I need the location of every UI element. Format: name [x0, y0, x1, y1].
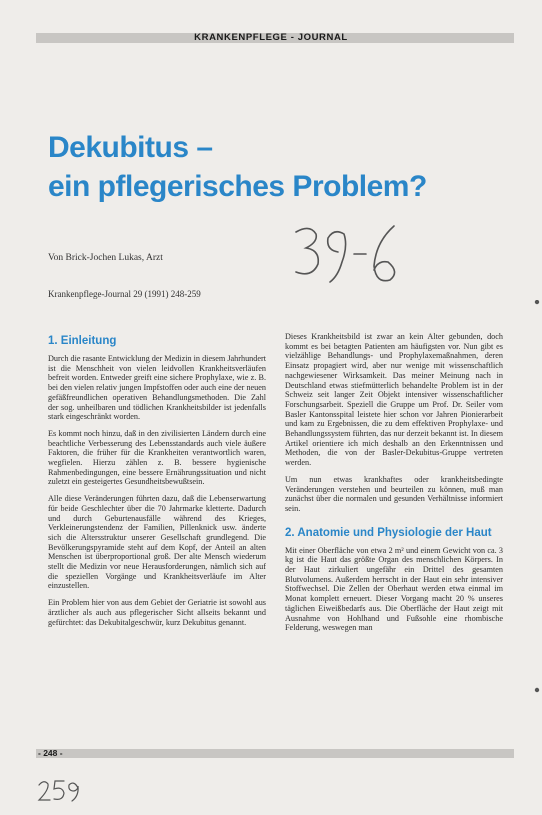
section-heading-anatomie: 2. Anatomie und Physiologie der Haut	[285, 526, 492, 539]
title-line-1: Dekubitus –	[48, 131, 213, 164]
paragraph: Um nun etwas krankhaftes oder krankheitsbedingte Veränderungen verstehen und beurteilen zu können, muß man zunächst über die normalen und gesunden Verhältnisse informiert sein.	[285, 474, 503, 513]
handwritten-annotation	[290, 222, 410, 292]
journal-header: KRANKENPFLEGE - JOURNAL	[194, 32, 348, 43]
right-column	[285, 332, 503, 640]
paragraph: Durch die rasante Entwicklung der Medizin in diesem Jahrhundert ist die Menschheit von vielen leidvollen Krankheitsverläufen befreit worden. Entweder greift eine sichere Prophylaxe, wie z. B. bei den vielen relativ jungen Impfstoffen oder auch eine der neuen gefäßfreundlichen operativen Behandlungsmethoden. Die Zahl der sog. unheilbaren und tödlichen Krankheitsbilder ist jedenfalls stark eingeschränkt worden.	[48, 354, 266, 422]
binding-marks	[534, 300, 540, 700]
author-byline: Von Brick-Jochen Lukas, Arzt	[48, 253, 163, 263]
page-folio: - 248 -	[38, 748, 63, 758]
footer-band	[36, 749, 514, 758]
left-column	[48, 334, 266, 634]
paragraph: Alle diese Veränderungen führten dazu, daß die Lebenserwartung für beide Geschlechter über die 70 Jahrmarke kletterte. Dadurch und durch Geburtenausfälle während des Krieges, Verkleinerungstendenz der Familien, Pillenknick usw. änderte sich die Altersstruktur unserer Gesellschaft grundlegend. Die Bevölkerungspyramide steht auf dem Kopf, der Anteil an alten Menschen ist überproportional groß. Der alte Mensch wiederum stellt die Medizin vor neue Herausforderungen, nämlich sich auf die speziellen Vorgänge und Krankheitsverläufe im Alter einzustellen.	[48, 494, 266, 591]
paragraph: Mit einer Oberfläche von etwa 2 m² und einem Gewicht von ca. 3 kg ist die Haut das größte Organ des menschlichen Körpers. In der Haut zirkuliert ungefähr ein Drittel des gesamten Blutvolumens. Außerdem herrscht in der Haut ein sehr intensiver Stoffwechsel. Die Zellen der Oberhaut werden etwa einmal im Monat komplett erneuert. Dieser Vorgang macht 20 % unseres täglichen Eiweißbedarfs aus. Die Oberfläche der Haut zeigt mit Ausnahme von Hohlhand und Fußsohle eine rhombische Felderung, weswegen man	[285, 545, 503, 633]
title-line-2: ein pflegerisches Problem?	[48, 170, 427, 203]
paragraph: Es kommt noch hinzu, daß in den zivilisierten Ländern durch eine beachtliche Verbesserung des Lebensstandards auch viele äußere Faktoren, die früher für die Krankheiten verantwortlich waren, wegfielen. Hierzu zählen z. B. bessere hygienische Rahmenbedingungen, eine bessere Ernährungssituation und nicht zuletzt ein gesteigertes Gesundheitsbewußtsein.	[48, 428, 266, 487]
section-heading-einleitung: 1. Einleitung	[48, 335, 117, 347]
citation: Krankenpflege-Journal 29 (1991) 248-259	[48, 289, 201, 299]
article-title	[48, 128, 518, 206]
paragraph: Dieses Krankheitsbild ist zwar an kein Alter gebunden, doch kommt es bei betagten Patienten am häufigsten vor. Nun gibt es vielzählige Behandlungs- und Prophylaxemaßnahmen, deren Einsatz propagiert wird, aber nur wenige mit wissenschaftlich nachgewiesener Wirksamkeit. Das meiner Meinung nach in Deutschland etwas stiefmütterlich behandelte Problem ist in der Schweiz seit langer Zeit Objekt intensiver wissenschaftlicher Forschungsarbeit. Speziell die Gruppe um Prof. Dr. Seiler vom Basler Kantonsspital leistete hier schon vor Jahren Pionierarbeit und kam zu Ergebnissen, die zu dem effektiven Prophylaxe- und Behandlungssystem führten, das nur derzeit bekannt ist. In diesem Artikel orientiere ich mich deshalb an den Erkenntnissen und Methoden, die von der Basler-Dekubitus-Gruppe vertreten werden.	[285, 332, 503, 468]
handwritten-page-number	[36, 778, 82, 804]
paragraph: Ein Problem hier von aus dem Gebiet der Geriatrie ist sowohl aus ärztlicher als auch aus pflegerischer Sicht allseits bekannt und gefürchtet: das Dekubitalgeschwür, kurz Dekubitus genannt.	[48, 598, 266, 627]
